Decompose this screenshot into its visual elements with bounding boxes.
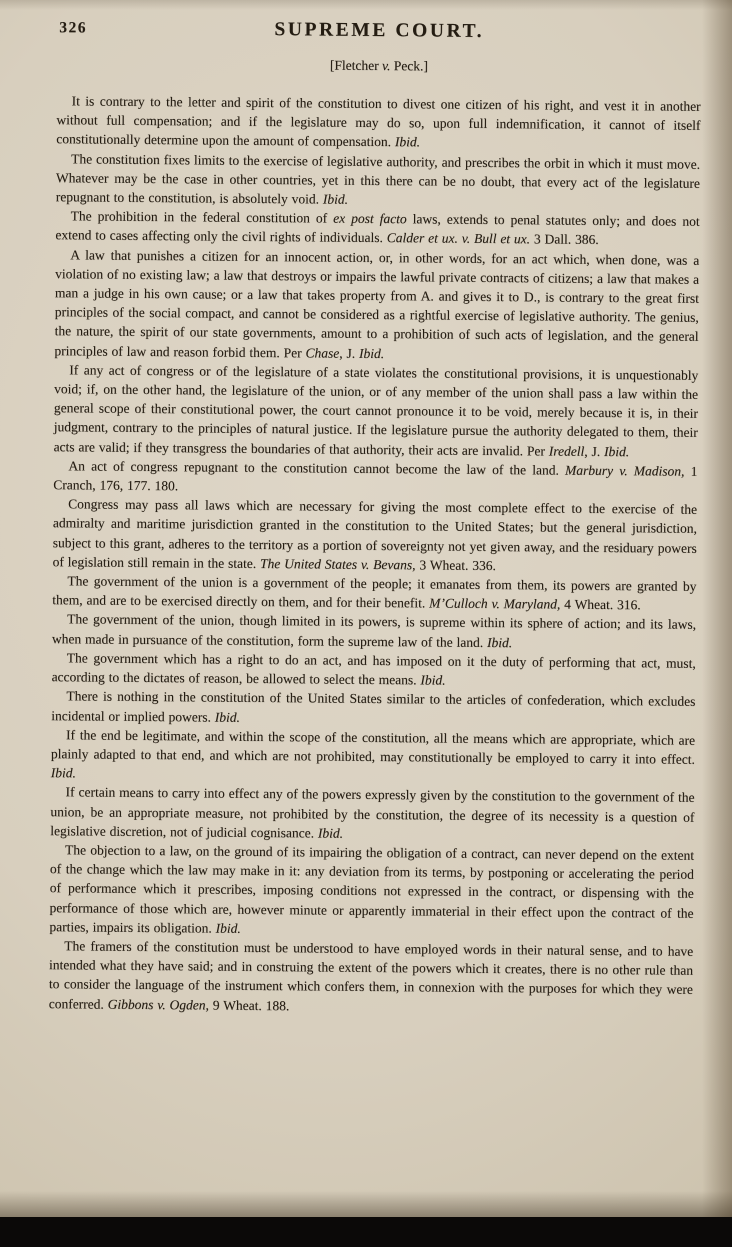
text-run: The government which has a right to do an act, and has imposed on it the duty of performing that act, must, according to the dictates of reason, be allowed to select the means. <box>51 650 696 688</box>
paragraph <box>50 782 694 845</box>
text-run: The government of the union is a government of the people; it emanates from them, its powers are granted by them, and are to be exercised directly on them, and for their benefit. <box>52 573 697 611</box>
text-run: laws, extends to penal statutes only; and does not extend to cases affecting only the civil rights of individuals. <box>55 211 700 246</box>
paragraph <box>49 936 694 1018</box>
paragraph <box>56 149 700 212</box>
paragraph <box>52 610 696 654</box>
text-run: The government of the union, though limited in its powers, is supreme within its sphere of action; and its laws, when made in pursuance of the constitution, form the supreme law of the land. <box>51 611 697 650</box>
scan-shadow-top <box>0 0 732 10</box>
citation: The United States v. Bevans, <box>260 555 416 573</box>
paragraph <box>52 571 696 615</box>
text-run: The framers of the constitution must be understood to have employed words in their natural sense, and to have intended what they have said; and in construing the extent of the powers which it creates, there is no other rule than to consider the language of the instrument which confers them, in connexion with the purposes for which they were conferred. <box>48 938 694 1012</box>
paragraph <box>54 245 699 366</box>
text-run: 4 Wheat. 316. <box>560 596 641 613</box>
citation: Ibid. <box>214 709 241 725</box>
paragraph <box>51 686 695 730</box>
text-run: If the end be legitimate, and within the scope of the constitution, all the means which are appropriate, which are plainly adapted to that end, and which are not prohibited, may constitutionally be employed to carry it into effect. <box>50 727 696 767</box>
running-title-versus: v. <box>381 58 391 74</box>
scan-shadow-right <box>702 0 732 1247</box>
citation: Ibid. <box>322 191 349 207</box>
citation: Ibid. <box>358 345 385 361</box>
text-run: If any act of congress or of the legislature of a state violates the constitutional provisions, it is unquestionably void; if, on the other hand, the legislature of the union, or of any member of the union shall pass a law within the general scope of their constitutional power, the court cannot pronounce it to be void, merely because it is, in their judgment, contrary to the principles of natural justice. If the legislature pursue the authority delegated to them, their acts are valid; if they transgress the boundaries of that authority, their acts are invalid. Per <box>53 362 699 459</box>
page-number: 326 <box>59 19 88 37</box>
citation: Ibid. <box>394 134 421 150</box>
citation: Chase <box>305 345 340 361</box>
citation: Ibid. <box>317 825 344 841</box>
text-run: The objection to a law, on the ground of its impairing the obligation of a contract, can never depend on the extent of the change which the law may make in it: any deviation from its terms, by postponing or accelerating the period of performance which it prescribes, imposing conditions not expressed in the contract, or dispensing with the performance of those which are, however minute or apparently immaterial in their effect upon the contract of the parties, impairs its obligation. <box>49 842 695 936</box>
citation: Calder et ux. v. Bull et ux. <box>386 230 531 247</box>
text-run: It is contrary to the letter and spirit of the constitution to divest one citizen of his right, and vest it in another without full compensation; and if the legislature may do so, upon full indemnification, it cannot of itself constitutionally determine upon the amount of compensation. <box>56 93 701 150</box>
text-run: Congress may pass all laws which are necessary for giving the most complete effect to the exercise of the admiralty and maritime jurisdiction granted in the constitution to the United States; but the general jurisdiction, subject to this grant, adheres to the territory as a portion of sovereignty not yet given away, and the residuary powers of legislation still remain in the state. <box>52 496 698 571</box>
text-run: 9 Wheat. 188. <box>208 997 290 1013</box>
text-run: 1 Cranch, 176, 177. 180. <box>53 463 698 494</box>
citation: Gibbons v. Ogden, <box>107 996 210 1013</box>
paragraph <box>55 206 699 250</box>
citation: Ibid. <box>603 443 630 459</box>
running-title <box>57 55 701 77</box>
page-header: SUPREME COURT. <box>274 19 485 42</box>
text-run: The constitution fixes limits to the exercise of legislative authority, and prescribes the orbit in which it must move. Whatever may be the case in other countries, yet in this there can be no doubt, that every act of the legislature repugnant to the constitution, is absolutely void. <box>55 150 701 207</box>
text-run: 3 Wheat. 336. <box>415 557 496 573</box>
text-run: The prohibition in the federal constitution of <box>70 208 334 226</box>
body-text <box>49 91 701 1018</box>
paragraph <box>51 725 695 788</box>
text-run: , J. <box>584 443 605 459</box>
citation: Ibid. <box>215 920 241 936</box>
citation: M’Culloch v. Maryland, <box>429 595 561 612</box>
running-title-text: Peck.] <box>390 58 428 74</box>
text-run: If certain means to carry into effect any of the powers expressly given by the constitution to the government of the union, be an appropriate measure, not prohibited by the constitution, the degree of its necessity is a question of legislative discretion, not of judicial cognisance. <box>50 784 695 841</box>
citation: Marbury v. Madison, <box>565 462 685 479</box>
text-run: There is nothing in the constitution of the United States similar to the articles of confederation, which excludes incidental or implied powers. <box>51 688 696 725</box>
paragraph <box>53 456 697 500</box>
paragraph <box>53 494 698 576</box>
paragraph <box>54 360 699 462</box>
page-content <box>49 17 702 1018</box>
citation: Ibid. <box>486 634 513 650</box>
text-run: 3 Dall. 386. <box>530 231 599 248</box>
text-run: An act of congress repugnant to the constitution cannot become the law of the land. <box>68 458 566 478</box>
paragraph <box>56 91 700 154</box>
running-title-text: [Fletcher <box>329 57 383 74</box>
text-run: , J. <box>339 345 360 361</box>
paragraph <box>52 648 696 692</box>
citation: Ibid. <box>420 672 446 688</box>
scan-shadow-bottom <box>0 1191 732 1217</box>
page-headline <box>57 17 701 55</box>
citation: ex post facto <box>333 210 407 227</box>
text-run: A law that punishes a citizen for an innocent action, or, in other words, for an act which, when done, was a violation of no existing law; a law that destroys or impairs the lawful private contracts of citizens; a law that makes a man a judge in his own cause; or a law that takes property from A. and gives it to D., is contrary to the great first principles of the social compact, and cannot be considered as a rightful exercise of legislative authority. The genius, the nature, the spirit of our state governments, amount to a prohibition of such acts of legislation, and the general principles of law and reason forbid them. Per <box>54 246 700 361</box>
scan-edge-bottom <box>0 1217 732 1247</box>
citation: Iredell <box>548 443 585 459</box>
citation: Ibid. <box>50 765 76 781</box>
paragraph <box>49 840 694 942</box>
